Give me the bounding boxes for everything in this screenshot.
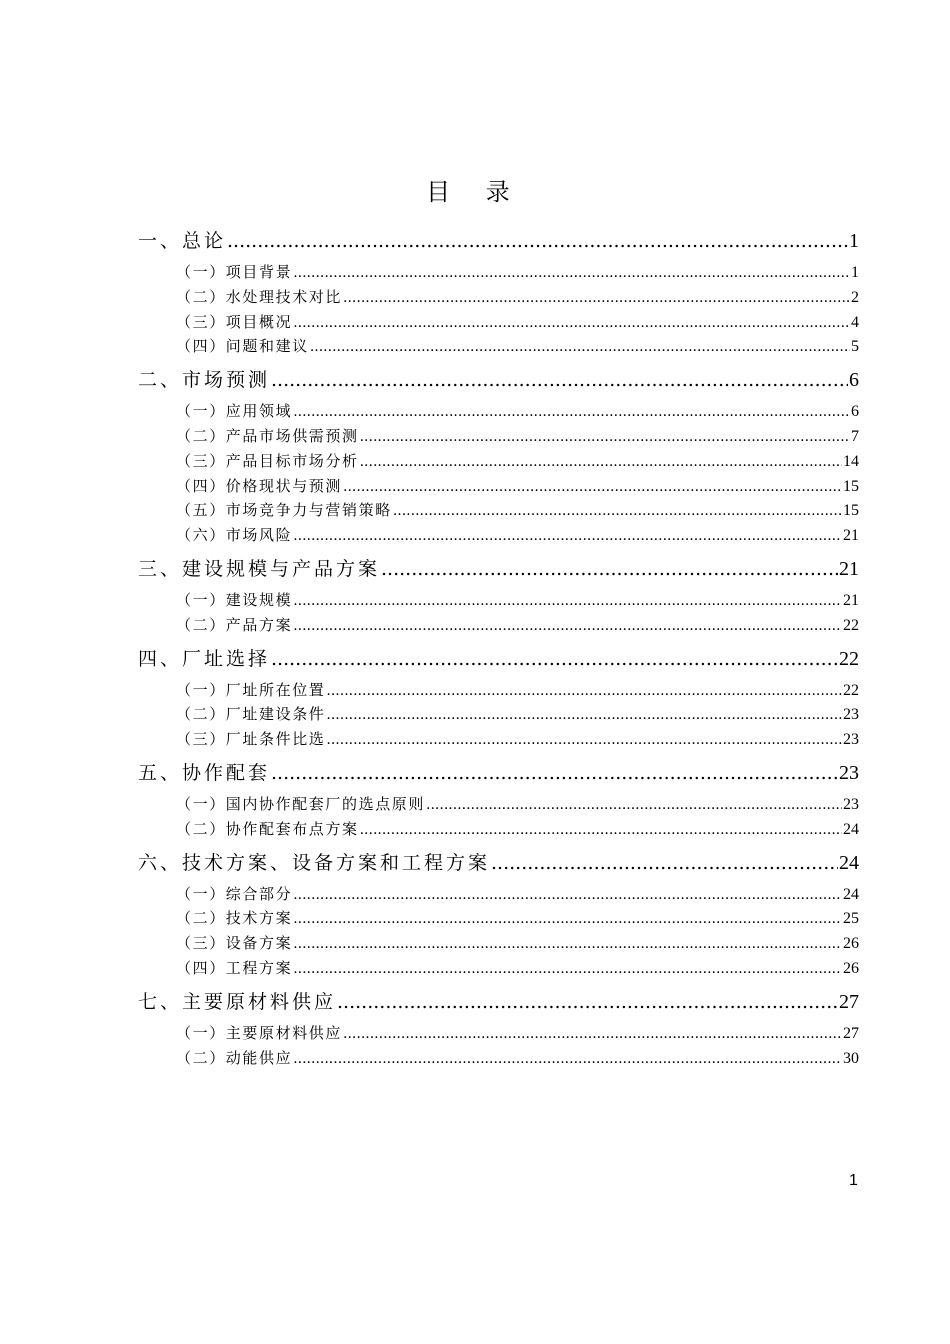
- toc-subsection-page: 15: [843, 477, 859, 495]
- toc-subsection-entry[interactable]: [138, 702, 859, 727]
- toc-subsection-label: （二）产品方案: [176, 615, 293, 634]
- toc-subsection-entry[interactable]: [138, 498, 859, 523]
- toc-subsection-entry[interactable]: [138, 817, 859, 842]
- toc-leader-dots: [393, 499, 842, 524]
- toc-leader-dots: [227, 226, 848, 257]
- toc-leader-dots: [343, 1022, 842, 1047]
- toc-subsection-label: （二）水处理技术对比: [176, 287, 343, 306]
- toc-subsection-label: （四）价格现状与预测: [176, 476, 343, 495]
- toc-leader-dots: [326, 728, 842, 753]
- page-number: 1: [849, 1172, 858, 1189]
- toc-subsection-entry[interactable]: [138, 285, 859, 310]
- toc-leader-dots: [271, 365, 848, 396]
- toc-leader-dots: [326, 679, 842, 704]
- toc-section-page: 6: [849, 369, 859, 392]
- toc-section-entry[interactable]: [138, 758, 859, 789]
- toc-leader-dots: [293, 614, 842, 639]
- toc-leader-dots: [343, 286, 850, 311]
- toc-subsection-label: （三）设备方案: [176, 934, 293, 953]
- toc-subsection-entry[interactable]: [138, 334, 859, 359]
- toc-subsection-entry[interactable]: [138, 588, 859, 613]
- toc-subsection-entry[interactable]: [138, 523, 859, 548]
- toc-subsection-page: 30: [843, 1049, 859, 1067]
- toc-section-label: 三、建设规模与产品方案: [138, 557, 381, 580]
- toc-subsection-label: （二）技术方案: [176, 909, 293, 928]
- toc-section-label: 一、总论: [138, 230, 227, 252]
- toc-subsection-label: （一）项目背景: [176, 263, 293, 281]
- toc-leader-dots: [326, 703, 842, 728]
- toc-leader-dots: [271, 644, 838, 675]
- toc-subsection-entry[interactable]: [138, 678, 859, 703]
- toc-subsection-label: （五）市场竞争力与营销策略: [176, 501, 392, 520]
- toc-leader-dots: [381, 554, 838, 585]
- toc-leader-dots: [293, 1047, 842, 1072]
- toc-subsection-label: （六）市场风险: [176, 526, 293, 545]
- toc-section-entry[interactable]: [138, 226, 859, 257]
- toc-leader-dots: [360, 450, 842, 475]
- toc-section-page: 21: [839, 557, 859, 580]
- toc-subsection-entry[interactable]: [138, 1046, 859, 1071]
- toc-subsection-label: （三）项目概况: [176, 312, 293, 331]
- table-of-contents: [138, 226, 859, 1070]
- toc-subsection-entry[interactable]: [138, 260, 859, 285]
- toc-leader-dots: [293, 883, 842, 908]
- toc-title: 目 录: [426, 178, 524, 206]
- toc-subsection-label: （二）协作配套布点方案: [176, 819, 359, 838]
- toc-subsection-page: 24: [843, 885, 859, 903]
- toc-section-label: 六、技术方案、设备方案和工程方案: [138, 851, 491, 874]
- toc-subsection-entry[interactable]: [138, 474, 859, 499]
- toc-subsection-entry[interactable]: [138, 1021, 859, 1046]
- toc-subsection-label: （三）厂址条件比选: [176, 730, 326, 749]
- toc-subsection-page: 21: [843, 527, 859, 545]
- toc-leader-dots: [271, 758, 838, 789]
- toc-section-entry[interactable]: [138, 848, 859, 879]
- toc-leader-dots: [491, 848, 838, 879]
- toc-section-page: 1: [849, 230, 859, 252]
- toc-section-label: 五、协作配套: [138, 761, 271, 784]
- toc-section-page: 22: [839, 647, 859, 670]
- toc-subsection-page: 26: [843, 959, 859, 977]
- toc-subsection-page: 2: [851, 288, 859, 306]
- toc-leader-dots: [343, 475, 842, 500]
- toc-section-entry[interactable]: [138, 987, 859, 1018]
- toc-subsection-page: 22: [843, 681, 859, 699]
- toc-subsection-page: 1: [851, 264, 859, 281]
- toc-subsection-page: 23: [843, 731, 859, 749]
- toc-leader-dots: [293, 957, 842, 982]
- toc-subsection-entry[interactable]: [138, 792, 859, 817]
- toc-subsection-page: 25: [843, 910, 859, 928]
- toc-subsection-page: 24: [843, 820, 859, 838]
- toc-subsection-entry[interactable]: [138, 449, 859, 474]
- toc-subsection-page: 5: [851, 338, 859, 356]
- toc-leader-dots: [310, 335, 850, 360]
- toc-subsection-label: （二）厂址建设条件: [176, 705, 326, 724]
- toc-subsection-entry[interactable]: [138, 906, 859, 931]
- toc-leader-dots: [360, 425, 850, 450]
- toc-leader-dots: [293, 311, 850, 336]
- toc-subsection-label: （一）应用领域: [176, 402, 293, 421]
- toc-subsection-page: 27: [843, 1024, 859, 1042]
- toc-subsection-page: 23: [843, 706, 859, 724]
- toc-section-label: 七、主要原材料供应: [138, 990, 337, 1013]
- toc-leader-dots: [293, 261, 850, 286]
- toc-subsection-label: （一）综合部分: [176, 884, 293, 903]
- toc-subsection-label: （二）产品市场供需预测: [176, 426, 359, 445]
- toc-subsection-page: 4: [851, 313, 859, 331]
- toc-leader-dots: [293, 907, 842, 932]
- toc-section-entry[interactable]: [138, 365, 859, 396]
- toc-subsection-label: （四）工程方案: [176, 958, 293, 977]
- toc-leader-dots: [293, 524, 842, 549]
- toc-subsection-label: （二）动能供应: [176, 1048, 293, 1067]
- toc-section-entry[interactable]: [138, 554, 859, 585]
- toc-subsection-page: 6: [851, 403, 859, 421]
- toc-section-page: 23: [839, 761, 859, 784]
- toc-subsection-entry[interactable]: [138, 399, 859, 424]
- toc-subsection-label: （一）国内协作配套厂的选点原则: [176, 794, 426, 813]
- toc-subsection-entry[interactable]: [138, 613, 859, 638]
- toc-leader-dots: [293, 932, 842, 957]
- toc-leader-dots: [293, 400, 850, 425]
- toc-subsection-page: 15: [843, 502, 859, 520]
- toc-subsection-page: 23: [843, 795, 859, 813]
- toc-subsection-entry[interactable]: [138, 956, 859, 981]
- toc-leader-dots: [360, 818, 842, 843]
- toc-subsection-label: （一）建设规模: [176, 590, 293, 609]
- toc-section-page: 27: [839, 990, 859, 1013]
- toc-subsection-entry[interactable]: [138, 310, 859, 335]
- toc-subsection-entry[interactable]: [138, 727, 859, 752]
- toc-section-label: 二、市场预测: [138, 369, 271, 392]
- toc-subsection-page: 7: [851, 427, 859, 445]
- toc-subsection-label: （一）主要原材料供应: [176, 1023, 343, 1042]
- toc-section-entry[interactable]: [138, 644, 859, 675]
- toc-subsection-label: （三）产品目标市场分析: [176, 451, 359, 470]
- toc-subsection-entry[interactable]: [138, 424, 859, 449]
- toc-subsection-entry[interactable]: [138, 931, 859, 956]
- toc-subsection-label: （四）问题和建议: [176, 337, 309, 356]
- toc-leader-dots: [293, 589, 842, 614]
- toc-subsection-page: 14: [843, 452, 859, 470]
- toc-section-label: 四、厂址选择: [138, 647, 271, 670]
- toc-section-page: 24: [839, 851, 859, 874]
- toc-subsection-page: 21: [843, 591, 859, 609]
- toc-leader-dots: [337, 987, 838, 1018]
- toc-subsection-entry[interactable]: [138, 882, 859, 907]
- toc-subsection-label: （一）厂址所在位置: [176, 680, 326, 699]
- toc-leader-dots: [426, 793, 842, 818]
- toc-subsection-page: 26: [843, 935, 859, 953]
- toc-subsection-page: 22: [843, 616, 859, 634]
